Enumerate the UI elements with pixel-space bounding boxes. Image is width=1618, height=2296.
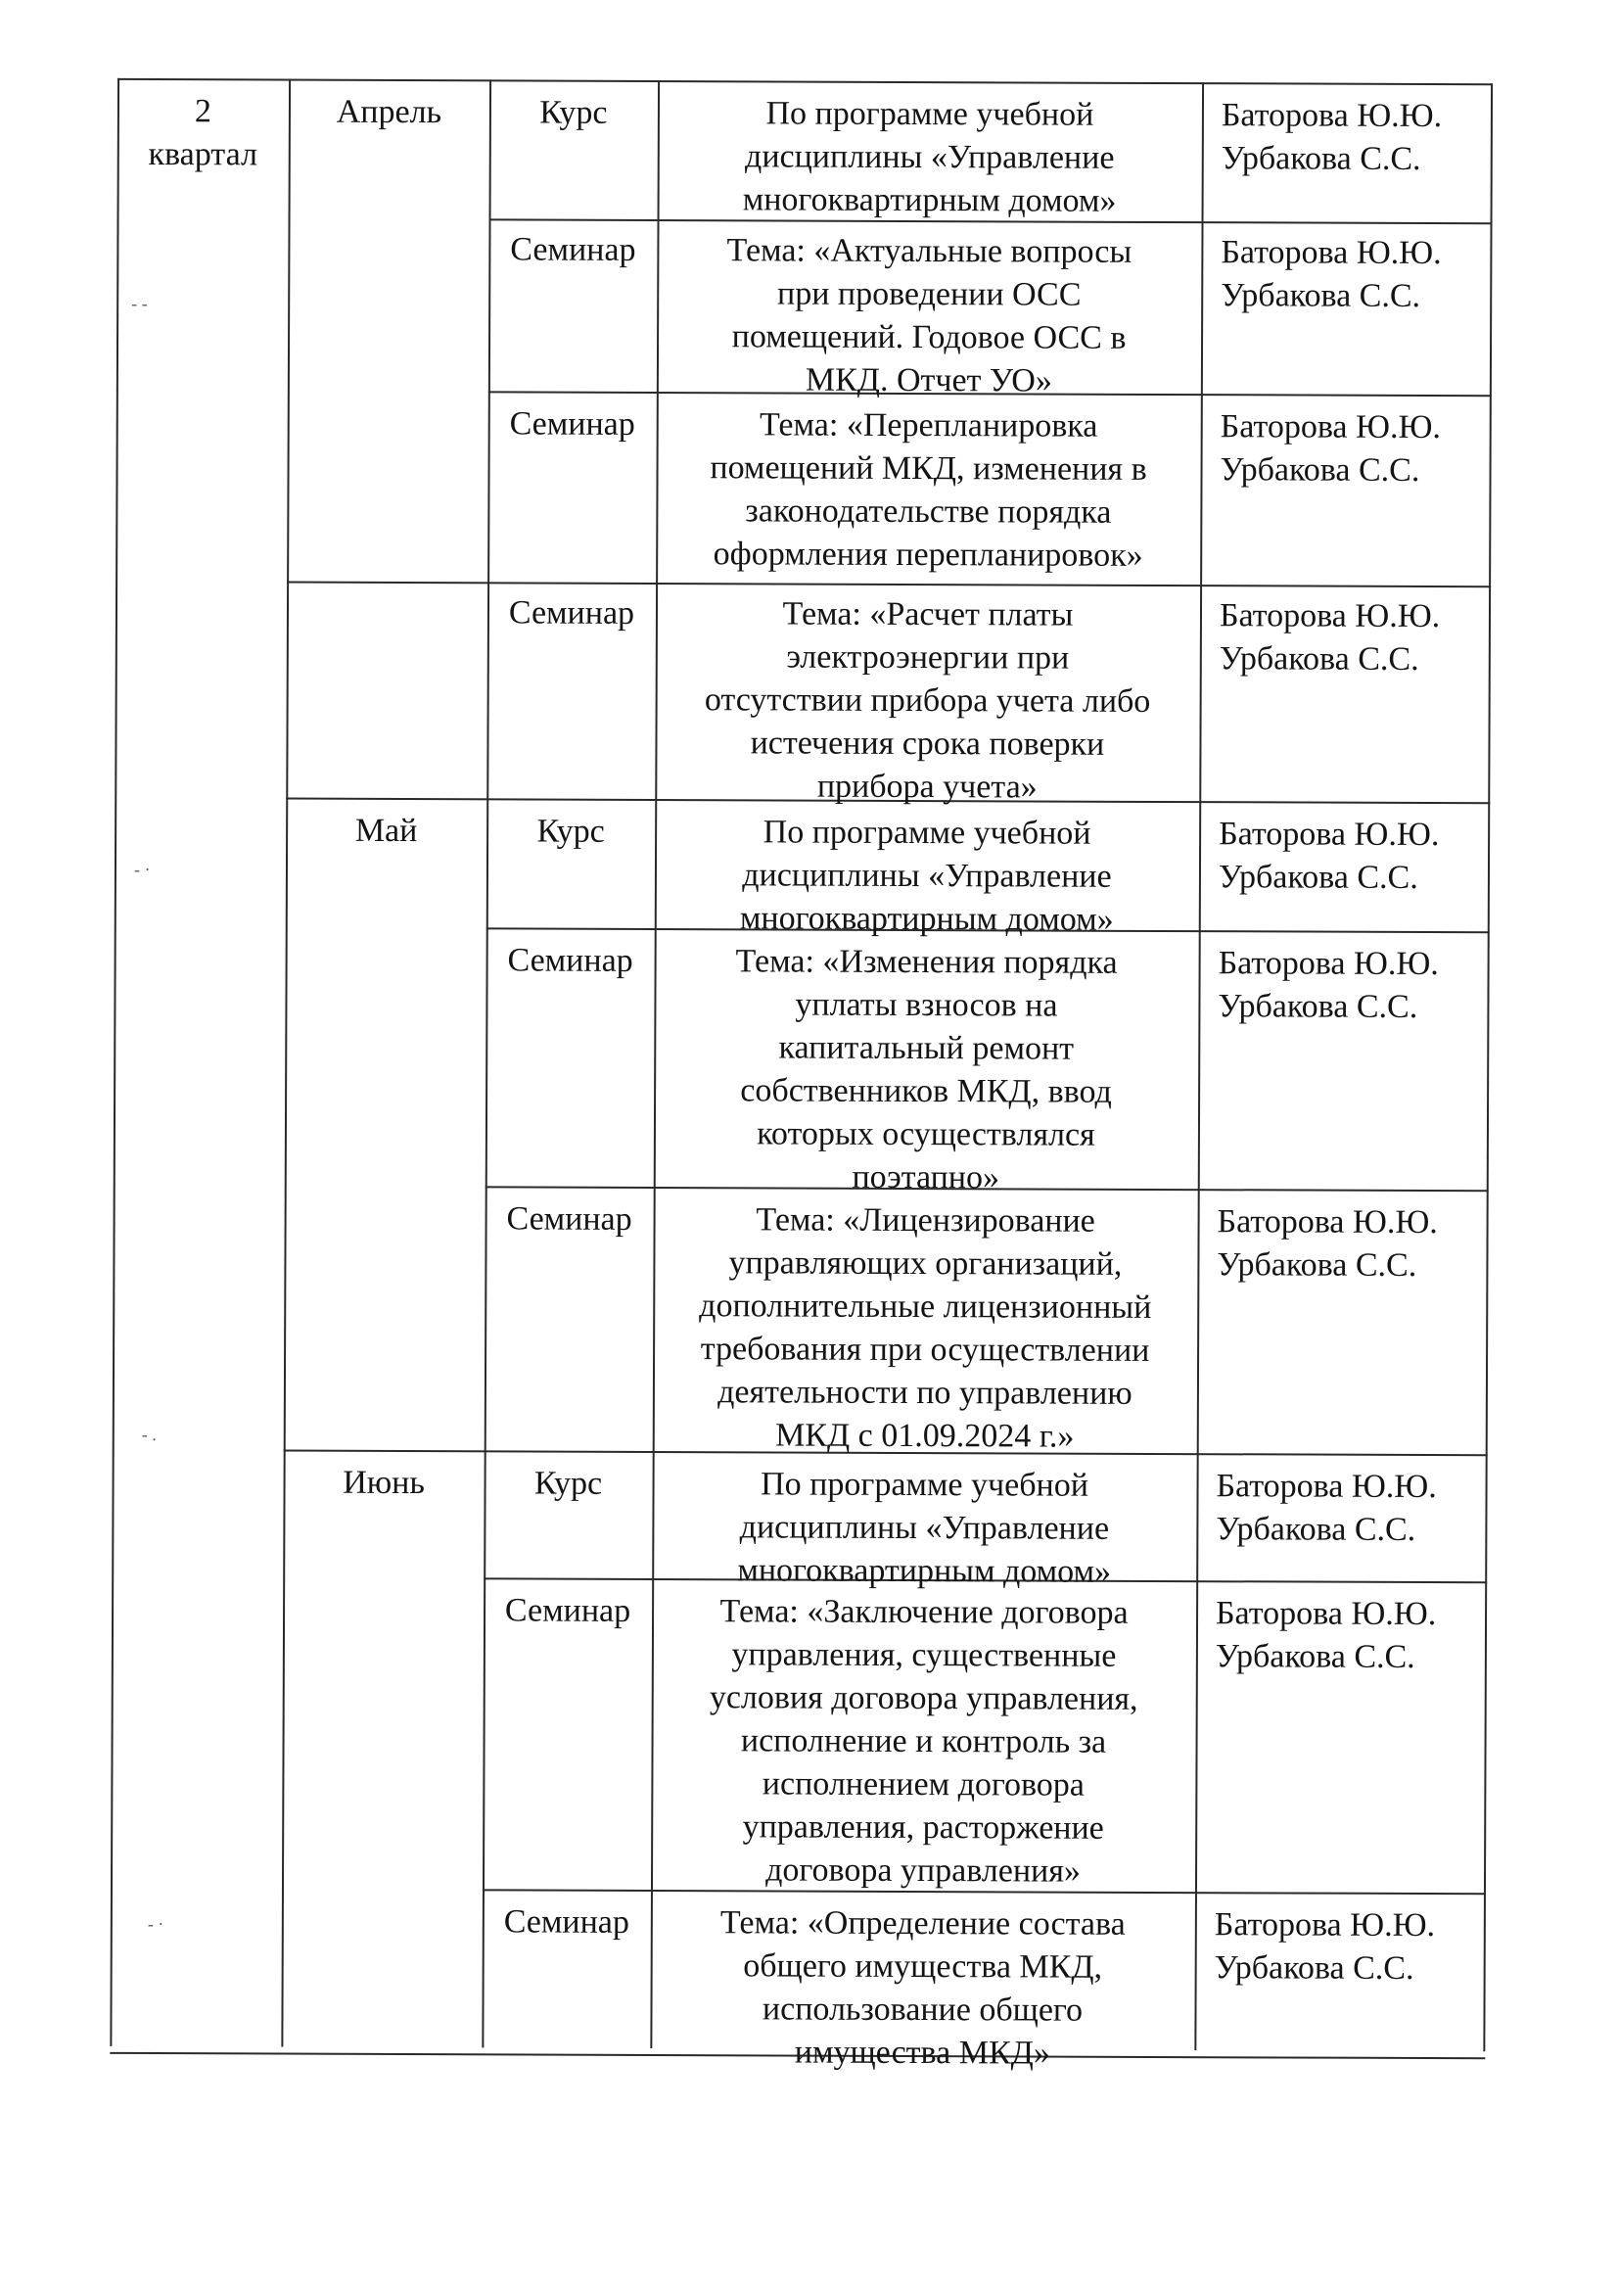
topic-line: дисциплины «Управление <box>742 857 1112 895</box>
row-divider <box>287 582 1491 588</box>
topic-line: уплаты взносов на <box>795 986 1058 1024</box>
topic-line: управляющих организаций, <box>728 1244 1123 1283</box>
responsible-person: Урбакова С.С. <box>1220 451 1420 489</box>
topic-line: договора управления» <box>765 1851 1082 1890</box>
quarter-number: 2 <box>194 93 212 130</box>
topic-line: Тема: «Перепланировка <box>759 406 1098 445</box>
topic-line: оформления перепланировок» <box>713 536 1143 574</box>
topic-line: МКД. Отчет УО» <box>805 361 1052 399</box>
topic-line: дисциплины «Управление <box>739 1509 1110 1547</box>
activity-type: Курс <box>536 813 605 850</box>
topic-line: исполнением договора <box>762 1765 1086 1804</box>
responsible-person: Урбакова С.С. <box>1214 1949 1414 1987</box>
topic-line: общего имущества МКД, <box>743 1947 1103 1986</box>
month-june: Июнь <box>343 1464 425 1502</box>
topic-line: По программе учебной <box>765 95 1094 133</box>
responsible-person: Урбакова С.С. <box>1217 1246 1417 1284</box>
topic-line: многоквартирным домом» <box>739 900 1114 938</box>
topic-line: Тема: «Заключение договора <box>719 1593 1129 1631</box>
activity-type: Курс <box>533 1465 603 1502</box>
table-border-top <box>117 78 1493 85</box>
topic-line: МКД с 01.09.2024 г.» <box>775 1417 1075 1455</box>
activity-type: Семинар <box>510 231 636 268</box>
responsible-person: Урбакова С.С. <box>1221 277 1421 314</box>
activity-type: Семинар <box>504 1592 631 1629</box>
activity-type: Семинар <box>503 1903 630 1941</box>
topic-line: многоквартирным домом» <box>742 181 1117 219</box>
topic-line: По программе учебной <box>761 1466 1089 1504</box>
topic-line: которых осуществлялся <box>757 1115 1095 1153</box>
responsible-person: Баторова Ю.Ю. <box>1216 1468 1437 1506</box>
activity-type: Курс <box>539 94 608 131</box>
responsible-person: Урбакова С.С. <box>1219 640 1419 678</box>
activity-type: Семинар <box>507 942 633 979</box>
responsible-person: Баторова Ю.Ю. <box>1219 597 1441 635</box>
month-may: Май <box>354 812 418 850</box>
topic-line: имущества МКД» <box>794 2034 1050 2072</box>
topic-line: электроэнергии при <box>786 638 1070 677</box>
activity-type: Семинар <box>509 405 635 443</box>
topic-line: истечения срока поверки <box>750 725 1105 763</box>
responsible-person: Баторова Ю.Ю. <box>1215 1595 1437 1633</box>
quarter-label: квартал <box>148 136 258 173</box>
responsible-person: Баторова Ю.Ю. <box>1214 1906 1436 1945</box>
table-border-right <box>1483 83 1493 2051</box>
topic-line: помещений МКД, изменения в <box>710 449 1147 488</box>
responsible-person: Урбакова С.С. <box>1216 1511 1416 1548</box>
responsible-person: Баторова Ю.Ю. <box>1221 97 1443 135</box>
responsible-person: Урбакова С.С. <box>1221 140 1421 177</box>
topic-line: условия договора управления, <box>709 1679 1138 1717</box>
responsible-person: Урбакова С.С. <box>1218 859 1418 896</box>
responsible-person: Баторова Ю.Ю. <box>1221 234 1442 272</box>
topic-line: По программе учебной <box>763 814 1091 852</box>
responsible-person: Баторова Ю.Ю. <box>1218 945 1439 983</box>
topic-line: Тема: «Актуальные вопросы <box>726 232 1133 270</box>
topic-line: при проведении ОСС <box>776 275 1082 313</box>
topic-line: Тема: «Лицензирование <box>756 1201 1095 1240</box>
column-divider-month <box>281 79 291 2047</box>
month-april: Апрель <box>336 93 442 131</box>
column-divider-type <box>482 79 491 2047</box>
scan-mark: - · <box>147 1914 164 1935</box>
topic-line: требования при осуществлении <box>700 1331 1150 1369</box>
topic-line: Тема: «Определение состава <box>719 1904 1126 1943</box>
activity-type: Семинар <box>506 1200 632 1238</box>
topic-line: помещений. Годовое ОСС в <box>731 318 1127 356</box>
table-border-left <box>110 78 119 2046</box>
responsible-person: Урбакова С.С. <box>1218 988 1418 1025</box>
topic-line: Тема: «Расчет платы <box>782 595 1074 633</box>
topic-line: деятельности по управлению <box>717 1374 1133 1412</box>
topic-line: дисциплины «Управление <box>745 138 1115 176</box>
topic-line: прибора учета» <box>816 768 1038 806</box>
topic-line: собственников МКД, ввод <box>740 1072 1112 1110</box>
topic-line: законодательстве порядка <box>745 492 1112 531</box>
responsible-person: Баторова Ю.Ю. <box>1217 1203 1438 1242</box>
topic-line: дополнительные лицензионный <box>699 1288 1152 1326</box>
topic-line: многоквартирным домом» <box>737 1552 1112 1590</box>
responsible-person: Урбакова С.С. <box>1215 1638 1415 1675</box>
scan-mark: - . <box>141 1424 157 1445</box>
topic-line: капитальный ремонт <box>778 1029 1075 1067</box>
topic-line: использование общего <box>762 1991 1084 2029</box>
responsible-person: Баторова Ю.Ю. <box>1220 408 1442 446</box>
scan-mark: - - <box>131 293 148 314</box>
activity-type: Семинар <box>508 594 635 632</box>
scan-mark: - · <box>133 859 151 880</box>
topic-line: управления, расторжение <box>742 1808 1104 1847</box>
topic-line: управления, существенные <box>731 1636 1117 1674</box>
topic-line: исполнение и контроль за <box>740 1722 1107 1760</box>
responsible-person: Баторова Ю.Ю. <box>1219 816 1440 854</box>
topic-line: Тема: «Изменения порядка <box>735 943 1118 981</box>
topic-line: поэтапно» <box>852 1158 1000 1196</box>
topic-line: отсутствии прибора учета либо <box>704 681 1151 720</box>
